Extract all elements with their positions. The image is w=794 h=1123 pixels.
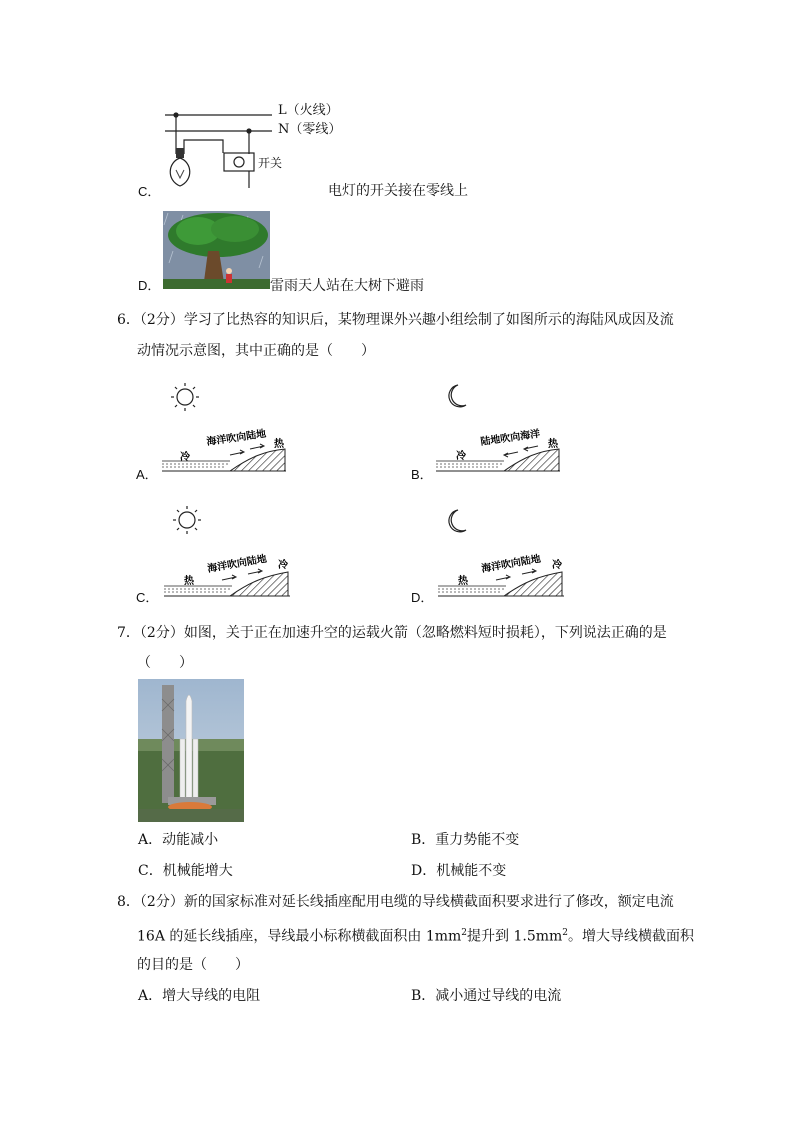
q7-option-b: B．重力势能不变 [411,832,520,848]
sea-temp-label: 冷 [456,451,466,462]
q7-stem-line1: 7．（2分）如图，关于正在加速升空的运载火箭（忽略燃料短时损耗），下列说法正确的是 [117,625,667,641]
q6-option-b-diagram [434,375,574,480]
moon-icon [449,510,466,532]
wind-label: 海洋吹向陆地 [206,553,268,575]
q6-option-d-letter: D． [411,590,434,605]
switch-box [224,153,254,171]
q6-stem-line1: 6．（2分）学习了比热容的知识后，某物理课外兴趣小组绘制了如图所示的海陆风成因及流 [117,312,674,328]
land-temp-label: 冷 [552,560,562,571]
wind-label: 海洋吹向陆地 [205,428,267,448]
wind-label: 陆地吹向海洋 [479,428,541,448]
q7-option-a: A．动能减小 [138,832,219,848]
q7-option-d: D．机械能不变 [411,863,507,879]
q5-option-d-text: 雷雨天人站在大树下避雨 [270,278,424,294]
sea-temp-label: 热 [184,576,194,587]
switch-label: 开关 [258,156,283,170]
q5-option-d-letter: D． [138,278,161,293]
launch-tower [162,685,174,803]
q8-stem-line1: 8．（2分）新的国家标准对延长线插座配用电缆的导线横截面积要求进行了修改，额定电流 [117,894,674,910]
q7-option-c: C．机械能增大 [138,863,233,879]
sun-icon [171,383,199,411]
switch-knob [234,157,244,167]
land-temp-label: 热 [548,439,558,450]
q8-line2-part3: 。增大导线横截面积 [568,928,695,945]
q8-stem-line3: 的目的是（ ） [137,957,249,973]
q8-line2-part2: 提升到 1.5mm [467,928,563,945]
neutral-wire-label: N（零线） [278,122,342,137]
q6-stem-line2: 动情况示意图，其中正确的是（ ） [137,343,375,359]
q5-option-c-text: 电灯的开关接在零线上 [328,183,468,199]
q5-option-c-letter: C． [138,184,161,199]
q6-option-c-diagram [160,498,300,603]
superscript-2: 2 [461,928,468,938]
q6-option-b-letter: B． [411,467,433,482]
q7-stem-line2: （ ） [137,655,193,671]
q6-option-a-letter: A． [136,467,158,482]
moon-icon [449,385,466,407]
rocket-body [186,695,192,799]
q8-option-a: A．增大导线的电阻 [138,988,261,1004]
q6-option-c-letter: C． [136,590,159,605]
superscript-2: 2 [562,928,569,938]
q6-option-d-diagram [434,498,574,603]
q8-line2-part1: 16A 的延长线插座，导线最小标称横截面积由 1mm [137,928,462,945]
sea-temp-label: 冷 [180,452,190,463]
q8-option-b: B．减小通过导线的电流 [411,988,562,1004]
live-wire-label: L（火线） [278,103,339,118]
light-bulb-icon [170,148,190,186]
q8-stem-line2 [137,923,694,947]
sun-icon [173,506,201,534]
wind-label: 海洋吹向陆地 [480,553,542,575]
tree-in-rain-image [163,211,270,289]
land-temp-label: 热 [274,439,284,450]
sea-temp-label: 热 [458,576,468,587]
rocket-launch-image [138,679,244,822]
land-temp-label: 冷 [278,560,288,571]
q6-option-a-diagram [160,375,300,480]
